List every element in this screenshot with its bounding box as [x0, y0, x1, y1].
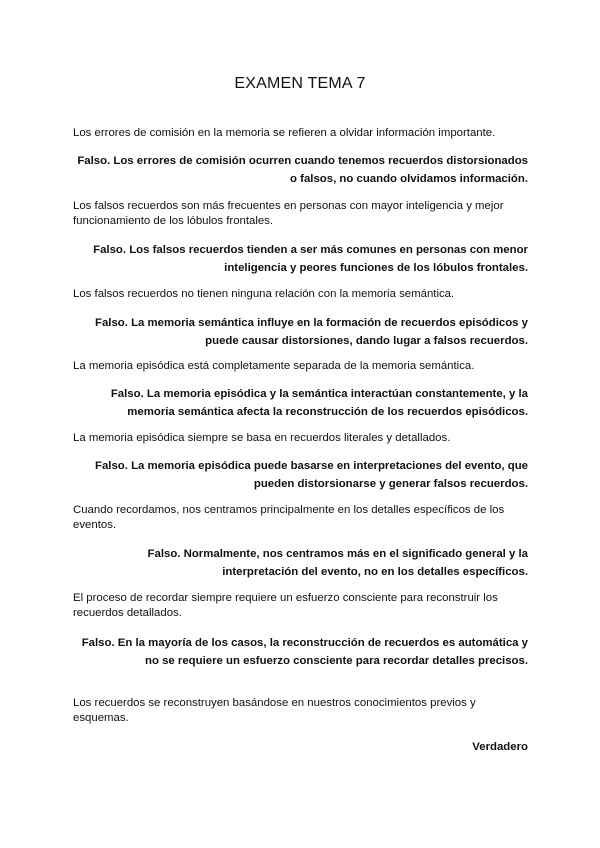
question-3: Los falsos recuerdos no tienen ninguna relación con la memoria semántica. [73, 288, 455, 300]
question-6: Cuando recordamos, nos centramos principalmente en los detalles específicos de los eventos. [73, 504, 505, 531]
answer-2: Falso. Los falsos recuerdos tienden a ser más comunes en personas con menor inteligencia y peores funciones de los lóbulos frontales. [93, 244, 528, 274]
answer-7: Falso. En la mayoría de los casos, la reconstrucción de recuerdos es automática y no se requiere un esfuerzo consciente para recordar detalles precisos. [81, 637, 528, 667]
question-5: La memoria episódica siempre se basa en recuerdos literales y detallados. [73, 432, 451, 444]
answer-5: Falso. La memoria episódica puede basarse en interpretaciones del evento, que pueden distorsionarse y generar falsos recuerdos. [95, 460, 528, 490]
answer-3: Falso. La memoria semántica influye en la formación de recuerdos episódicos y puede causar distorsiones, dando lugar a falsos recuerdos. [95, 317, 528, 347]
answer-6: Falso. Normalmente, nos centramos más en el significado general y la interpretación del evento, no en los detalles específicos. [147, 548, 528, 578]
answer-1: Falso. Los errores de comisión ocurren cuando tenemos recuerdos distorsionados o falsos, no cuando olvidamos información. [77, 155, 528, 185]
answer-8: Verdadero [472, 741, 528, 753]
question-7: El proceso de recordar siempre requiere un esfuerzo consciente para reconstruir los recuerdos detallados. [73, 592, 498, 619]
question-4: La memoria episódica está completamente separada de la memoria semántica. [73, 360, 475, 372]
answer-4: Falso. La memoria episódica y la semántica interactúan constantemente, y la memoria semántica afecta la reconstrucción de los recuerdos episódicos. [110, 388, 528, 418]
question-1: Los errores de comisión en la memoria se refieren a olvidar información importante. [73, 127, 496, 139]
question-2: Los falsos recuerdos son más frecuentes en personas con mayor inteligencia y mejor funcionamiento de los lóbulos frontales. [73, 200, 504, 227]
page-title: EXAMEN TEMA 7 [234, 75, 366, 92]
question-8: Los recuerdos se reconstruyen basándose en nuestros conocimientos previos y esquemas. [73, 697, 476, 724]
